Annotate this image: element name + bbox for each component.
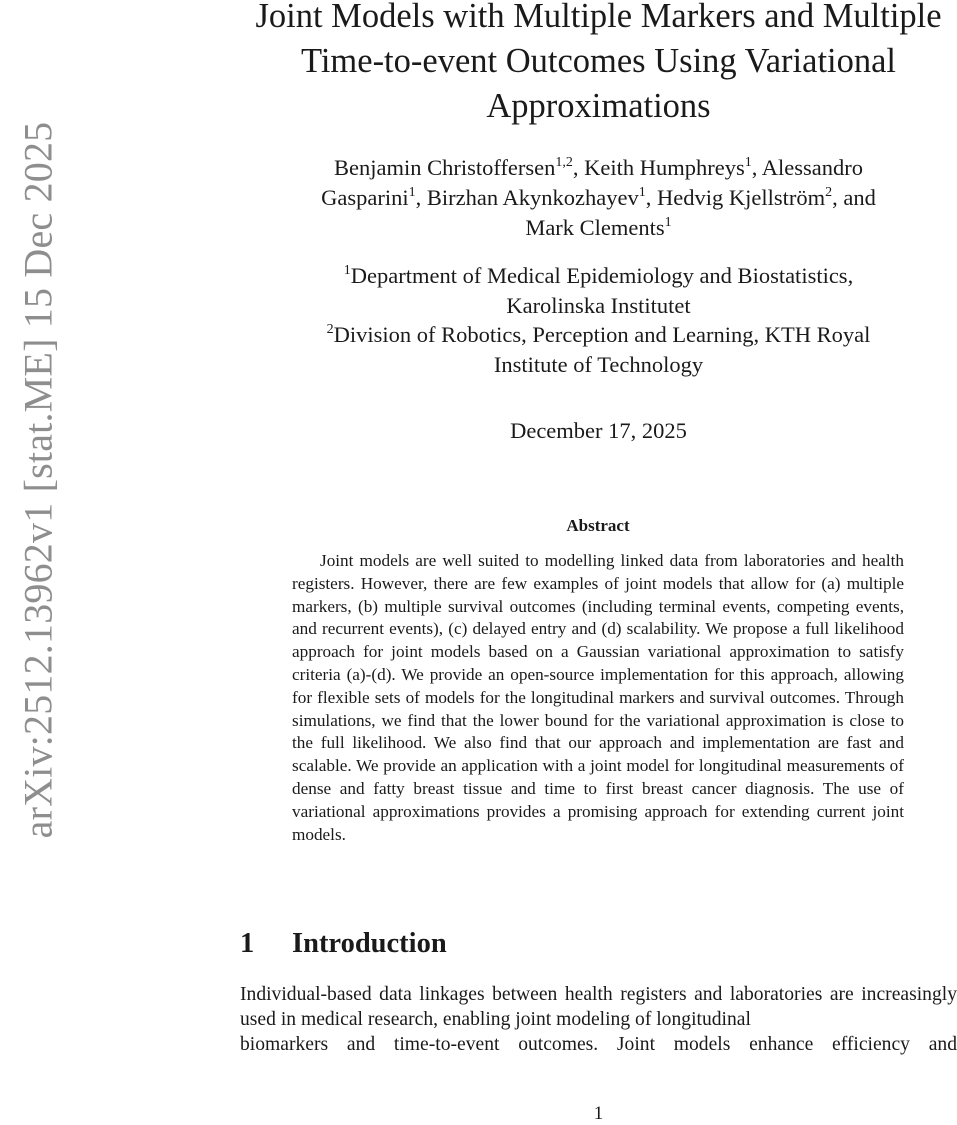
- title-line-2: Time-to-event Outcomes Using Variational: [300, 42, 897, 80]
- title-line-1: Joint Models with Multiple Markers and Multiple: [255, 0, 942, 35]
- title-line-3: Approximations: [486, 87, 711, 125]
- author-affil-mark: 1: [664, 215, 672, 230]
- page-number: 1: [593, 1103, 604, 1124]
- abstract-text: Joint models are well suited to modelling linked data from laboratories and health registers. However, there are few examples of joint models that allow for (a) multiple markers, (b) multiple survival outcomes (including terminal events, competing events, and recurrent events), (c) delayed entry and (d) scalability. We propose a full likelihood approach for joint models based on a Gaussian variational approximation to satisfy criteria (a)-(d). We provide an open-source implementation for this approach, allowing for flexible sets of models for the longitudinal markers and survival outcomes. Through simulations, we find that the lower bound for the variational approximation is close to the full likelihood. We also find that our approach and implementation are fast and scalable. We provide an application with a joint model for longitudinal measurements of dense and fatty breast tissue and time to first breast cancer diagnosis. The use of variational approximations provides a promising approach for extending current joint models.: [292, 551, 904, 844]
- paper-title: [240, 0, 957, 129]
- affiliation-text: Department of Medical Epidemiology and Biostatistics,: [350, 263, 854, 288]
- affiliation-2-line-1: [240, 320, 957, 350]
- author-name: , Alessandro: [751, 155, 864, 180]
- affiliation-mark: 1: [343, 263, 351, 278]
- section-number: 1: [240, 928, 255, 959]
- author-conjunction: , and: [832, 185, 876, 210]
- author-name: Mark Clements: [525, 215, 665, 240]
- author-affil-mark: 1,2: [555, 155, 573, 170]
- author-affil-mark: 1: [408, 185, 416, 200]
- author-affil-mark: 1: [638, 185, 646, 200]
- affiliation-1-line-2: Karolinska Institutet: [506, 292, 691, 318]
- affiliation-mark: 2: [326, 322, 334, 337]
- author-affil-mark: 1: [744, 155, 752, 170]
- affiliations: [240, 261, 957, 379]
- introduction-text-last-line: biomarkers and time-to-event outcomes. Joint models enhance efficiency and: [240, 1034, 957, 1055]
- publication-date: December 17, 2025: [510, 418, 687, 443]
- section-title: Introduction: [292, 928, 447, 959]
- author-name: Benjamin Christoffersen: [333, 155, 556, 180]
- introduction-text: Individual-based data linkages between health registers and laboratories are increasingly used in medical research, enabling joint modeling of longitudinal: [240, 984, 957, 1030]
- section-heading-introduction: [240, 926, 447, 962]
- author-line-1: [240, 153, 957, 183]
- affiliation-2-line-2: Institute of Technology: [493, 351, 704, 377]
- author-line-2: [240, 183, 957, 213]
- author-list: [240, 153, 957, 243]
- abstract-heading: Abstract: [566, 516, 630, 535]
- affiliation-text: Division of Robotics, Perception and Learning, KTH Royal: [333, 322, 871, 347]
- author-line-3: [240, 213, 957, 243]
- author-name: Gasparini: [321, 185, 409, 210]
- affiliation-1-line-1: [240, 261, 957, 291]
- author-name: , Keith Humphreys: [572, 155, 745, 180]
- introduction-paragraph: [240, 982, 957, 1057]
- arxiv-identifier-stamp: arXiv:2512.13962v1 [stat.ME] 15 Dec 2025: [15, 121, 61, 839]
- author-name: , Hedvig Kjellström: [645, 185, 826, 210]
- author-affil-mark: 2: [825, 185, 833, 200]
- author-name: , Birzhan Akynkozhayev: [415, 185, 639, 210]
